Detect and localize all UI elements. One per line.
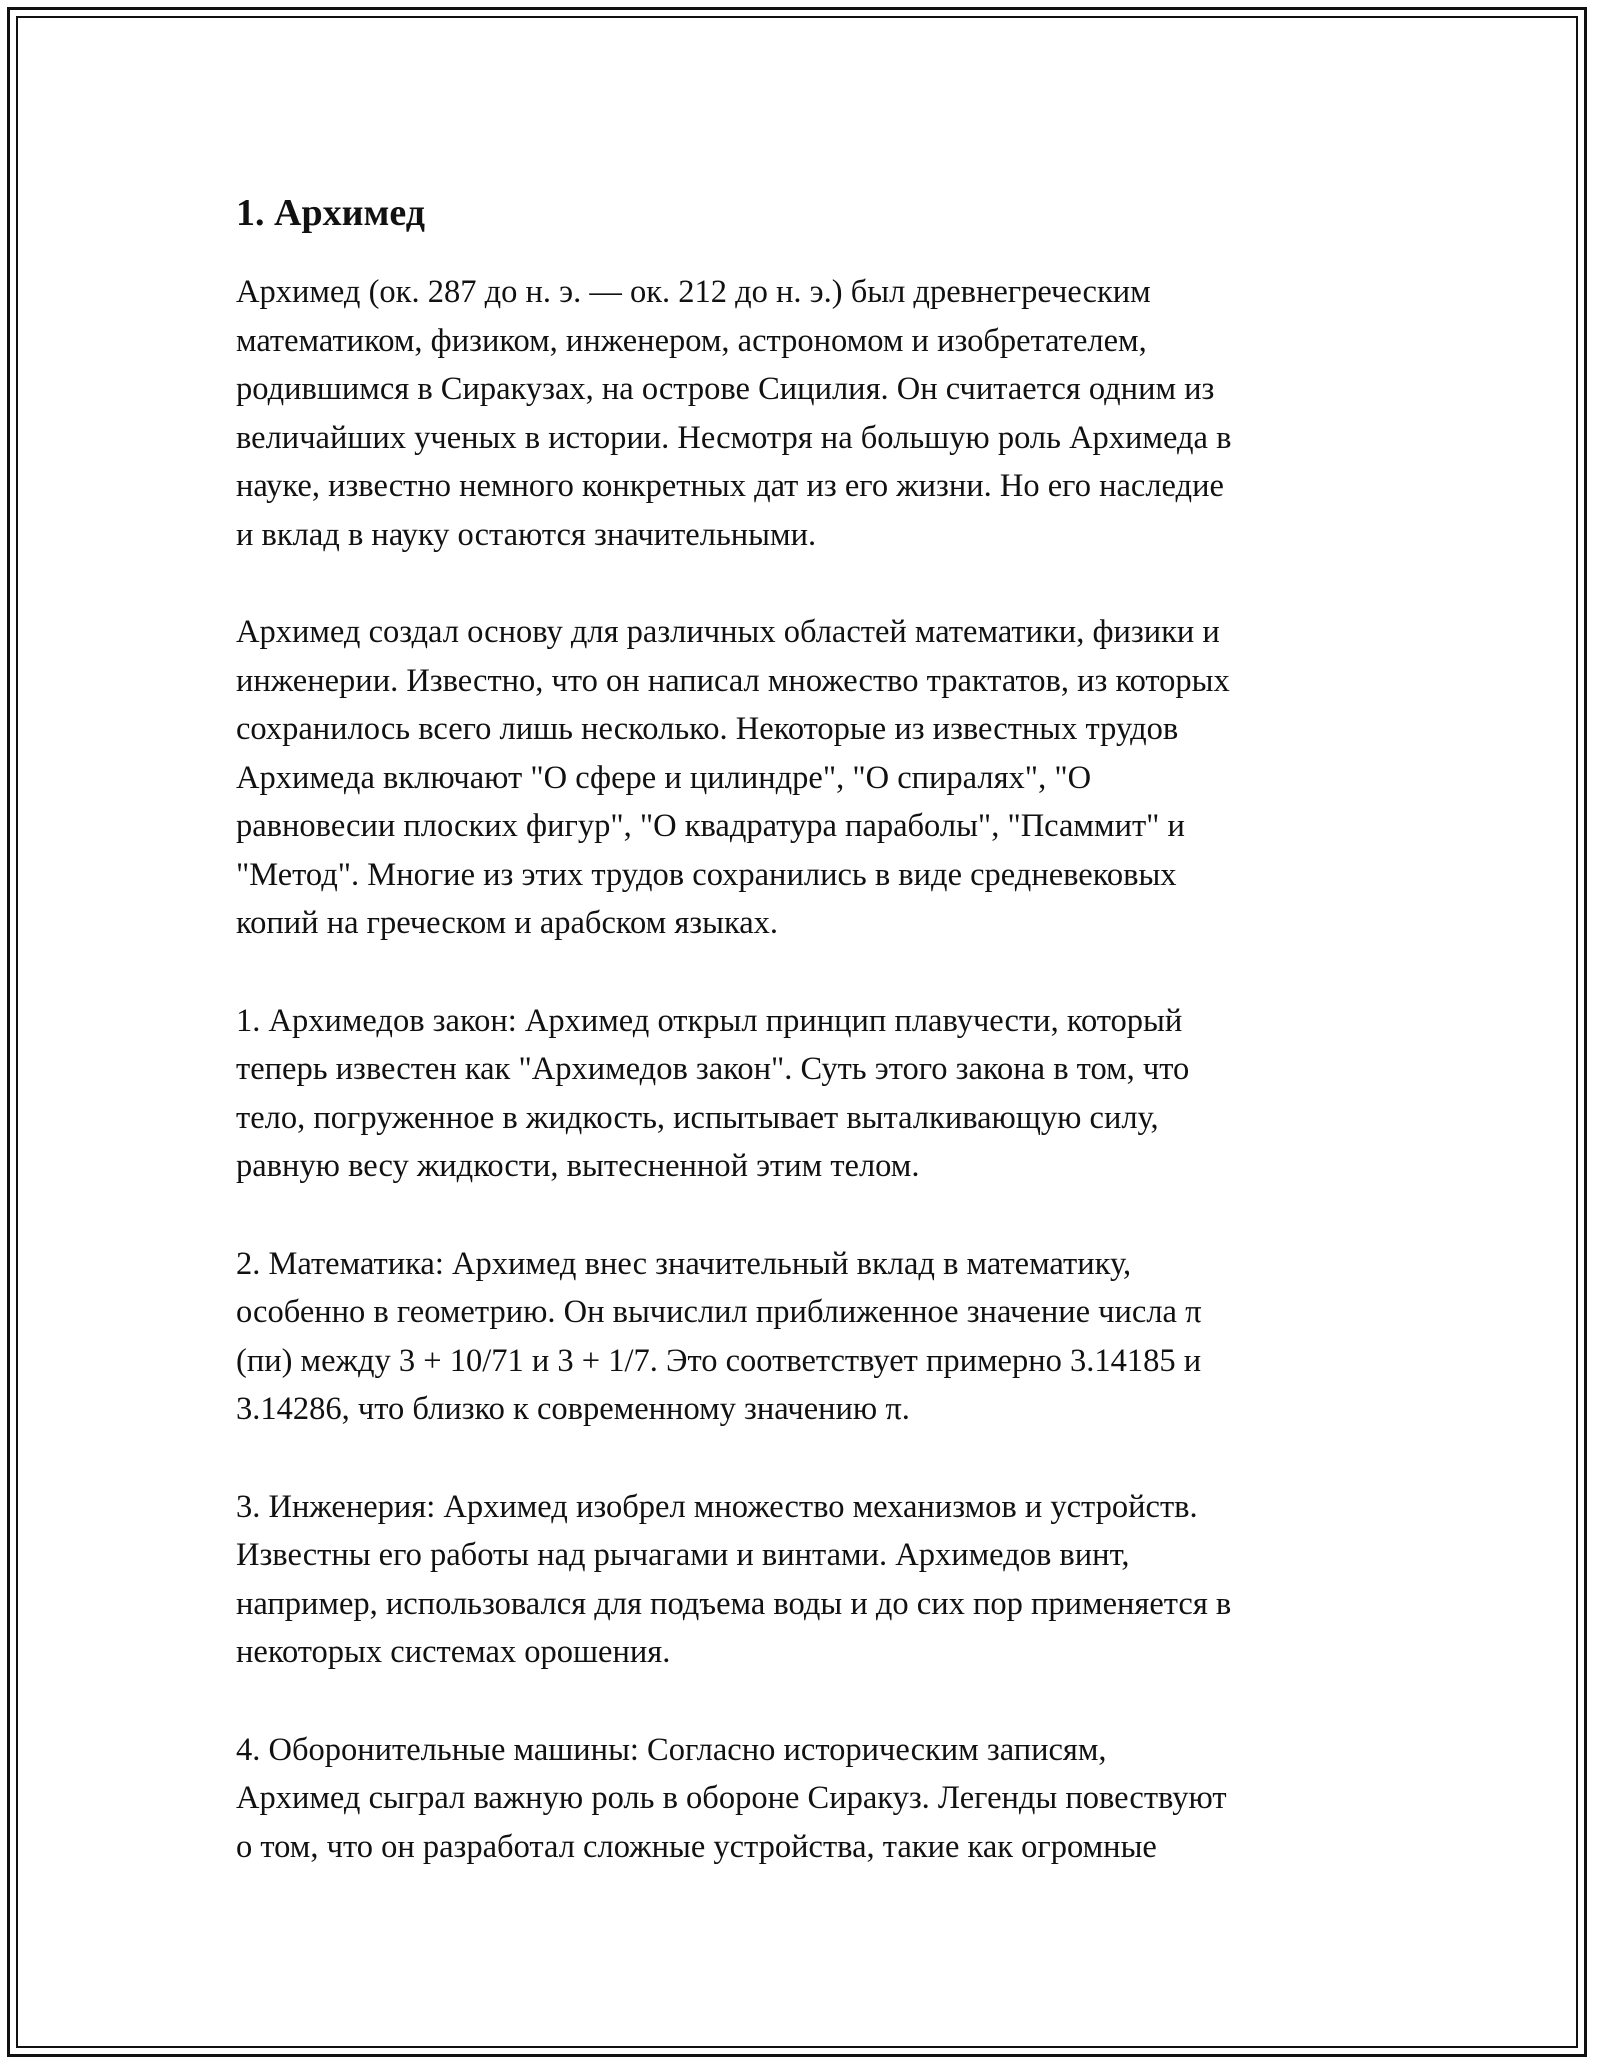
paragraph-archimedes-law: 1. Архимедов закон: Архимед открыл принцип плавучести, который теперь известен как "Архимедов закон". Суть этого закона в том, что тело, погруженное в жидкость, испытывает выталкивающую силу, равную весу жидкости, вытесненной этим телом. [236,1002,1190,1184]
paragraph-engineering: 3. Инженерия: Архимед изобрел множество механизмов и устройств. Известны его работы над рычагами и винтами. Архимедов винт, например, использовался для подъема воды и до сих пор применяется в некоторых системах орошения. [236,1488,1232,1670]
paragraph-works: Архимед создал основу для различных областей математики, физики и инженерии. Известно, что он написал множество трактатов, из которых сохранилось всего лишь несколько. Некоторые из известных трудов Архимеда включают "О сфере и цилиндре", "О спиралях", "О равновесии плоских фигур", "О квадратура параболы", "Псаммит" и "Метод". Многие из этих трудов сохранились в виде средневековых копий на греческом и арабском языках. [236,614,1230,941]
paragraph-defense-machines: 4. Оборонительные машины: Согласно историческим записям, Архимед сыграл важную роль в обороне Сиракуз. Легенды повествуют о том, что он разработал сложные устройства, такие как огромные [236,1731,1227,1865]
paragraph-mathematics: 2. Математика: Архимед внес значительный вклад в математику, особенно в геометрию. Он вычислил приближенное значение числа π (пи) между 3 + 10/71 и 3 + 1/7. Это соответствует примерно 3.14185 и 3.14286, что близко к современному значению π. [236,1245,1202,1427]
paragraph-intro: Архимед (ок. 287 до н. э. — ок. 212 до н. э.) был древнегреческим математиком, физиком, инженером, астрономом и изобретателем, родившимся в Сиракузах, на острове Сицилия. Он считается одним из величайших ученых в истории. Несмотря на большую роль Архимеда в науке, известно немного конкретных дат из его жизни. Но его наследие и вклад в науку остаются значительными. [236,274,1232,553]
section-heading: 1. Архимед [236,192,425,234]
document-body [236,186,1376,1920]
